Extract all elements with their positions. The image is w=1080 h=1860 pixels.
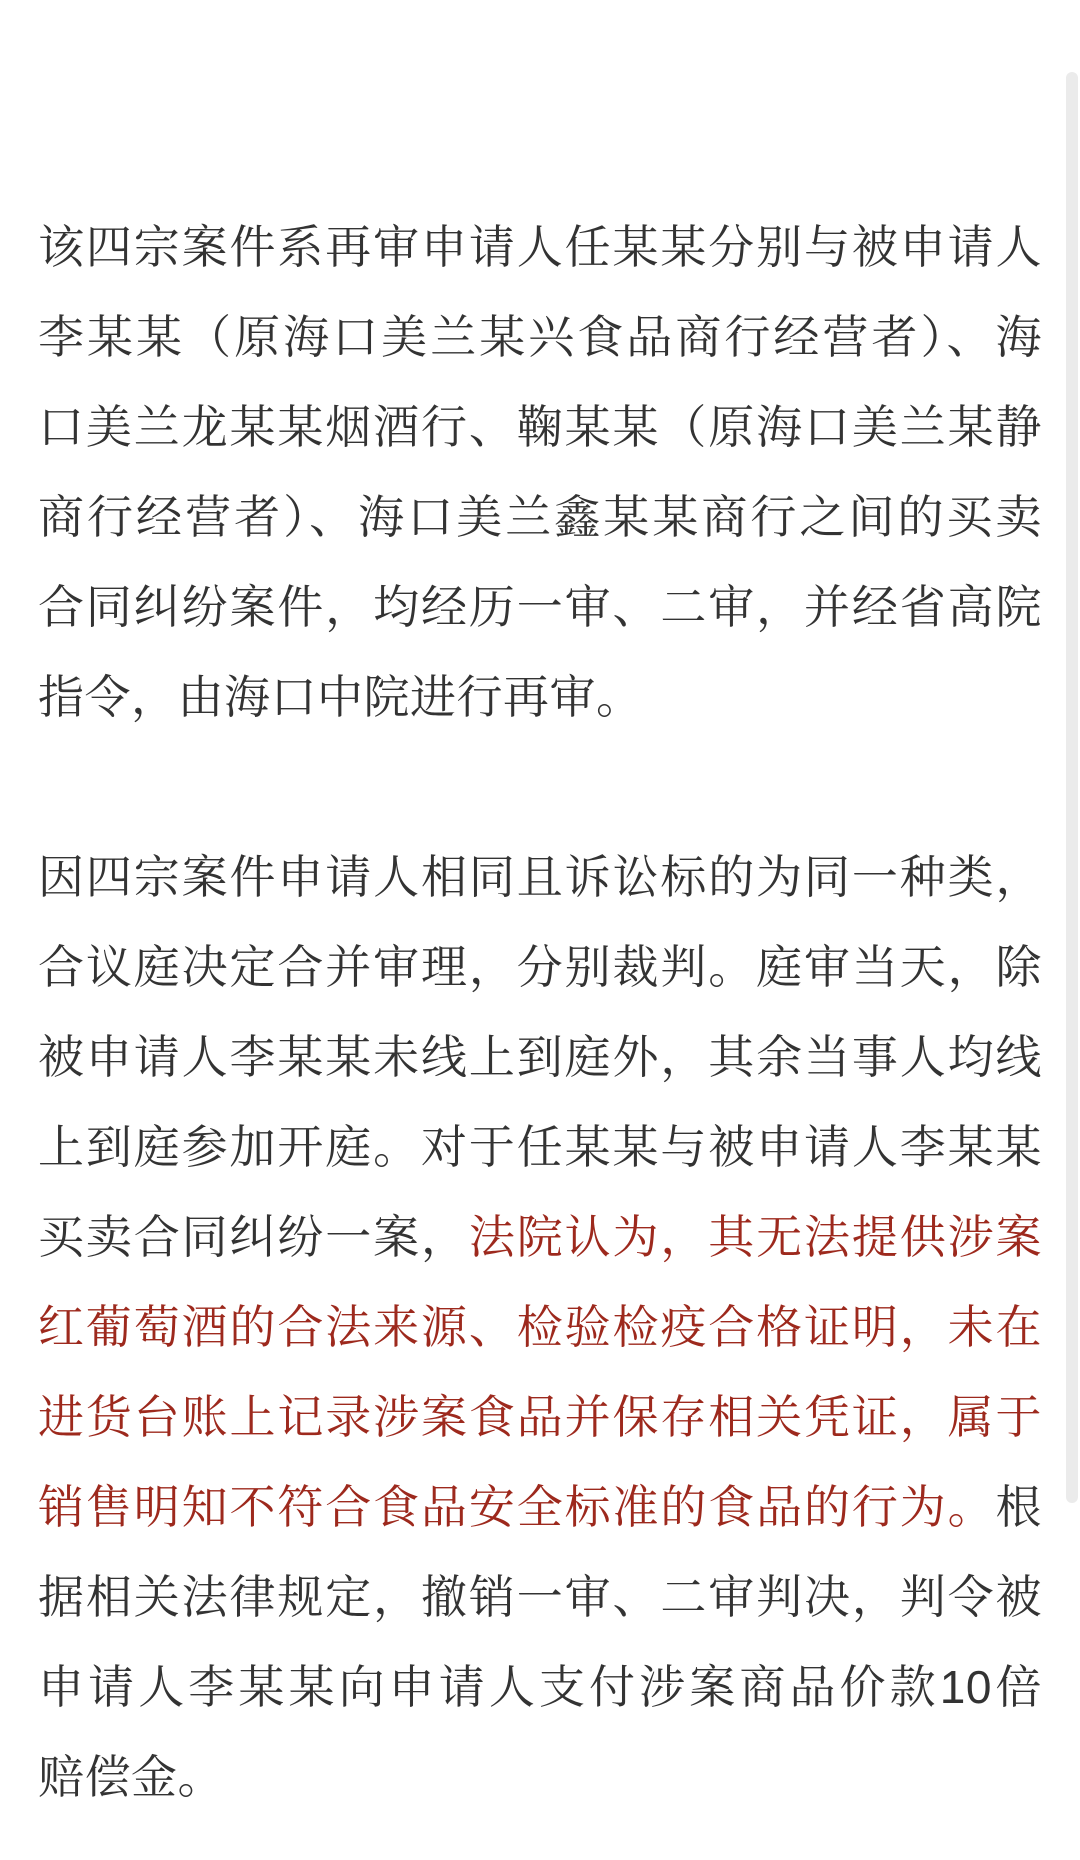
body-text: 指令，由海口中院进行再审。 — [38, 671, 643, 723]
text-line — [38, 1102, 1042, 1192]
text-line — [38, 1642, 1042, 1732]
body-text: 申请人李某某向申请人支付涉案商品价款10倍 — [38, 1661, 1042, 1713]
text-line — [38, 562, 1042, 652]
body-text: 买卖合同纠纷一案， — [38, 1211, 469, 1263]
paragraph-2 — [38, 832, 1042, 1822]
text-line — [38, 292, 1042, 382]
text-line — [38, 1282, 1042, 1372]
text-line — [38, 832, 1042, 922]
text-line — [38, 652, 1042, 742]
text-line — [38, 1552, 1042, 1642]
highlighted-text: 销售明知不符合食品安全标准的食品的行为。 — [38, 1481, 996, 1533]
scrollbar-thumb[interactable] — [1066, 72, 1078, 1503]
text-line — [38, 1732, 1042, 1822]
highlighted-text: 红葡萄酒的合法来源、检验检疫合格证明，未在 — [38, 1301, 1042, 1353]
article-body — [38, 202, 1042, 1822]
text-line — [38, 922, 1042, 1012]
text-line — [38, 1462, 1042, 1552]
text-line — [38, 1372, 1042, 1462]
text-line — [38, 1012, 1042, 1102]
text-line — [38, 382, 1042, 472]
body-text: 合同纠纷案件，均经历一审、二审，并经省高院 — [38, 581, 1042, 633]
body-text: 上到庭参加开庭。对于任某某与被申请人李某某 — [38, 1121, 1042, 1173]
body-text: 李某某（原海口美兰某兴食品商行经营者）、海 — [38, 311, 1042, 363]
body-text: 因四宗案件申请人相同且诉讼标的为同一种类， — [38, 851, 1042, 903]
body-text: 合议庭决定合并审理，分别裁判。庭审当天，除 — [38, 941, 1042, 993]
highlighted-text: 进货台账上记录涉案食品并保存相关凭证，属于 — [38, 1391, 1042, 1443]
body-text: 该四宗案件系再审申请人任某某分别与被申请人 — [38, 221, 1042, 273]
body-text: 被申请人李某某未线上到庭外，其余当事人均线 — [38, 1031, 1042, 1083]
body-text: 赔偿金。 — [38, 1751, 224, 1803]
body-text: 据相关法律规定，撤销一审、二审判决，判令被 — [38, 1571, 1042, 1623]
body-text: 商行经营者）、海口美兰鑫某某商行之间的买卖 — [38, 491, 1042, 543]
text-line — [38, 1192, 1042, 1282]
text-line — [38, 472, 1042, 562]
paragraph-1 — [38, 202, 1042, 742]
text-line — [38, 202, 1042, 292]
body-text: 根 — [995, 1481, 1042, 1533]
body-text: 口美兰龙某某烟酒行、鞠某某（原海口美兰某静 — [38, 401, 1042, 453]
highlighted-text: 法院认为，其无法提供涉案 — [468, 1211, 1042, 1263]
